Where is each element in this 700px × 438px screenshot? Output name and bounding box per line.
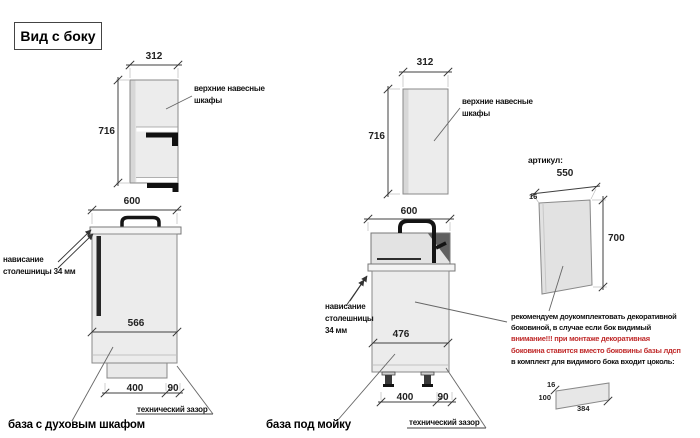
- dim-plinth-length: 384: [577, 404, 590, 413]
- caption-oven-base: база с духовым шкафом: [8, 419, 145, 431]
- note-line-5: в комплект для видимого бока входит цоколь:: [511, 356, 675, 366]
- caption-sink-base: база под мойку: [266, 419, 351, 431]
- panel-face: [539, 200, 592, 294]
- dim-plinth-depth-left: 400: [126, 383, 144, 394]
- dim-panel-width: 550: [556, 168, 574, 179]
- oven-handle: [122, 218, 159, 228]
- left-upper-cabinet: [130, 80, 179, 192]
- plinth: [107, 363, 167, 378]
- countertop: [368, 264, 455, 271]
- dim-top-width-middle: 312: [416, 57, 434, 68]
- dim-plinth-thickness: 16: [547, 380, 556, 389]
- dim-gap-left: 90: [167, 383, 179, 394]
- dim-top-width-left: 312: [145, 51, 163, 62]
- note-line-3-warning: внимание!!! при монтаже декоративная: [511, 334, 650, 344]
- tech-gap-label-left: технический зазор: [137, 405, 208, 414]
- dim-base-width-middle: 600: [400, 206, 418, 217]
- cabinet-side-panel: [131, 81, 136, 183]
- dim-plinth-height: 100: [538, 393, 551, 402]
- adjustable-leg: [421, 372, 434, 387]
- oven-front-edge: [97, 236, 102, 316]
- wall-mount-bracket: [147, 183, 179, 192]
- tech-gap-label-middle: технический зазор: [409, 418, 480, 427]
- cabinet-body: [372, 271, 449, 372]
- dim-panel-thickness: 16: [529, 192, 538, 201]
- overhang-label-middle: нависание столешницы 34 мм: [325, 302, 374, 335]
- adjustable-leg: [382, 372, 395, 387]
- middle-upper-cabinet: [403, 89, 448, 194]
- note-line-2: боковиной, в случае если бок видимый: [511, 323, 651, 333]
- recommendation-note: [511, 311, 696, 367]
- note-line-1: рекомендуем доукомплектовать декоративной: [511, 312, 677, 321]
- overhang-label-left: нависание столешницы 34 мм: [3, 255, 76, 276]
- dim-inner-depth-middle: 476: [392, 329, 410, 340]
- upper-cabinets-label-middle: верхние навесные шкафы: [462, 97, 533, 118]
- decorative-side-panel: [539, 200, 592, 294]
- dim-height-middle: 716: [368, 131, 385, 142]
- cabinet-body: [92, 234, 177, 363]
- article-label: артикул:: [528, 155, 563, 165]
- dim-gap-middle: 90: [437, 392, 449, 403]
- dim-plinth-depth-middle: 400: [396, 392, 414, 403]
- dim-base-width-left: 600: [123, 196, 141, 207]
- upper-cabinets-label-left: верхние навесные шкафы: [194, 84, 265, 105]
- middle-base-cabinet: [368, 221, 455, 387]
- page-title: Вид с боку: [14, 22, 102, 50]
- dim-panel-height: 700: [608, 233, 625, 244]
- leader-caption-middle: [337, 354, 395, 421]
- dim-height-left: 716: [98, 126, 115, 137]
- cabinet-side-panel: [404, 90, 409, 194]
- countertop: [90, 227, 181, 234]
- dim-inner-depth-left: 566: [127, 318, 145, 329]
- left-base-cabinet: [90, 218, 181, 379]
- note-line-4-warning: боковина ставится вместо боковины базы лдсп: [511, 345, 681, 355]
